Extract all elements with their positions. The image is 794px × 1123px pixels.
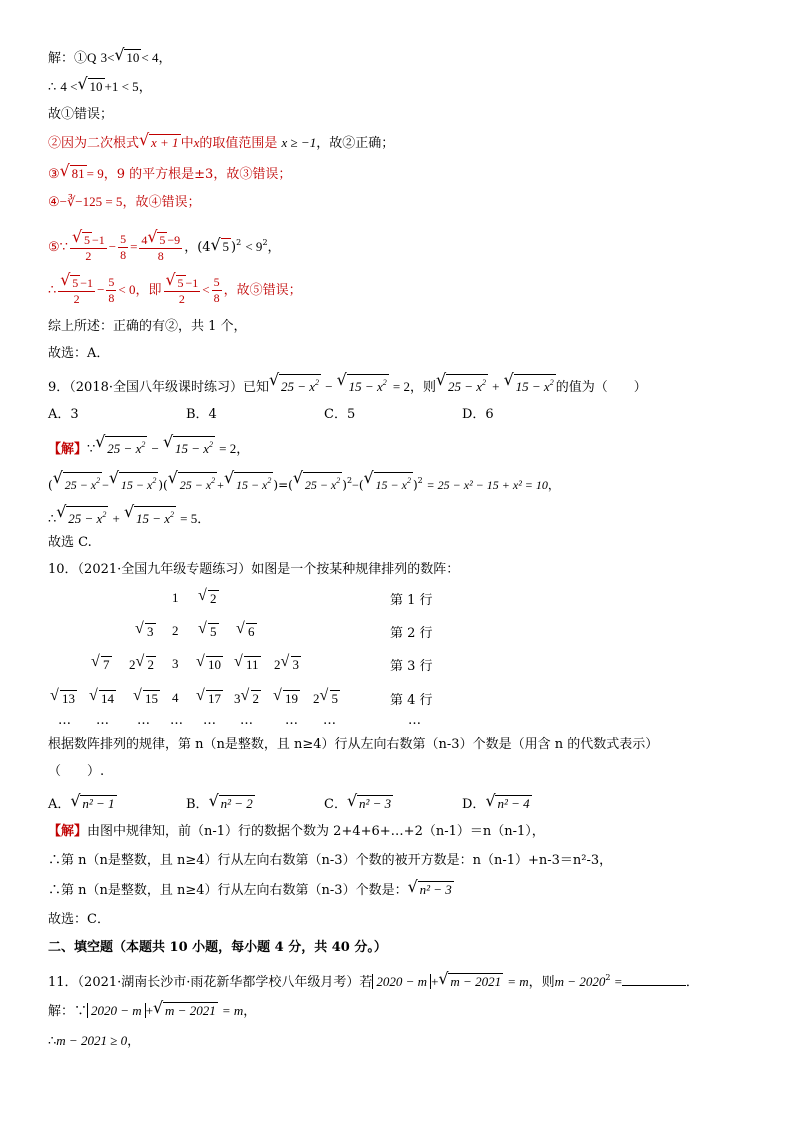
q9-option-a: A．3 <box>48 407 79 422</box>
q8-answer: 故选：A． <box>48 346 110 361</box>
array-r4-c2: √ 14 <box>89 690 116 707</box>
q10-answer: 故选：C． <box>48 912 110 927</box>
array-r4-c8: 2√ 5 <box>313 690 340 707</box>
row-label-4: 第 4 行 <box>390 693 433 708</box>
q9-answer: 故选 C. <box>48 535 92 550</box>
q10-option-c: C．√ n² − 3 <box>324 795 393 814</box>
q8-summary: 综上所述：正确的有②，共 1 个， <box>48 319 247 334</box>
array-r3-c2: 2√ 2 <box>129 656 156 673</box>
q10-option-b: B．√ n² − 2 <box>186 795 255 814</box>
q10-option-d: D．√ n² − 4 <box>462 795 532 814</box>
array-r4-c6: 3√ 2 <box>234 690 261 707</box>
q8-line7: ⑤∵ √ $\frac{5 -1}{2}$ − $\frac{5}{8}$ = $\frac{4√ 5 -9}{8}$ ，(4√ 5 )$^2 < 9^2$， <box>48 226 281 265</box>
q10-paren: （ ）. <box>48 764 105 779</box>
q9-solution-line3: ∴√ $25 - x^2$ + √ $15 - x^2 = 5$． <box>48 506 210 529</box>
array-r4-c7: √ 19 <box>273 690 300 707</box>
array-r4-c3: √ 15 <box>133 690 160 707</box>
array-r3-c3: 3 <box>172 656 179 671</box>
ellipsis: … <box>58 713 71 728</box>
q10-solution-line1: 【解】由图中规律知，前（n-1）行的数据个数为 2+4+6+…+2（n-1）＝n（n-1）， <box>48 824 545 839</box>
ellipsis: … <box>240 713 253 728</box>
array-r2-c1: √ 3 <box>135 623 156 640</box>
q9-stem: 9．（2018·全国八年级课时练习）已知√ $25 - x^2$ − √ $15 - x^2 = 2$，则√ $25 - x^2$ + √ $15 - x^2$ 的值为（ ） <box>48 374 647 397</box>
row-label-2: 第 2 行 <box>390 626 433 641</box>
q8-line5: ③√ 81 = 9，9 的平方根是±3，故③错误； <box>48 165 291 184</box>
ellipsis: … <box>170 713 183 728</box>
q8-line2: ∴ 4 <√ 10 +1 < 5， <box>48 78 152 97</box>
answer-blank[interactable] <box>622 973 686 986</box>
q8-line3: 故①错误； <box>48 107 114 122</box>
ellipsis: … <box>323 713 336 728</box>
ellipsis: … <box>203 713 216 728</box>
array-r4-c5: √ 17 <box>196 690 223 707</box>
array-r4-c1: √ 13 <box>50 690 77 707</box>
array-r3-c5: √ 11 <box>234 656 261 673</box>
array-r1-c1: 1 <box>172 590 179 605</box>
section-heading: 二、填空题（本题共 10 小题，每小题 4 分，共 40 分。） <box>48 940 387 955</box>
array-r3-c4: √ 10 <box>196 656 223 673</box>
array-r3-c6: 2√ 3 <box>274 656 301 673</box>
q8-line1: 解：①Q 3<√ 10 < 4， <box>48 49 172 68</box>
q8-line4: ②因为二次根式√ x + 1 中x的取值范围是 x ≥ −1，故②正确； <box>48 134 394 153</box>
row-label-3: 第 3 行 <box>390 659 433 674</box>
q9-solution-line1: 【解】∵√ $25 - x^2$ − √ $15 - x^2 = 2$， <box>48 436 249 459</box>
q11-solution-line2: ∴m − 2021 ≥ 0， <box>48 1033 141 1049</box>
ellipsis: … <box>285 713 298 728</box>
q10-rule: 根据数阵排列的规律，第 n（n是整数，且 n≥4）行从左向右数第（n-3）个数是（用含 n 的代数式表示） <box>48 737 659 752</box>
q8-line6: ④−∛−125 = 5，故④错误； <box>48 194 201 210</box>
ellipsis: … <box>137 713 150 728</box>
array-r2-c2: 2 <box>172 623 179 638</box>
q10-solution-line2: ∴第 n（n是整数，且 n≥4）行从左向右数第（n-3）个数的被开方数是：n（n-1）+n-3＝n²-3， <box>48 853 613 868</box>
array-r2-c4: √ 6 <box>236 623 257 640</box>
q11-solution-line1: 解：∵ 2020 − m +√ m − 2021 = m， <box>48 1002 256 1021</box>
q8-line8: ∴ √ $\frac{5 -1}{2}$ − $\frac{5}{8}$ < 0，即 √ $\frac{5 -1}{2}$ < $\frac{5}{8}$ ，故⑤错误； <box>48 273 302 308</box>
array-r1-c2: √ 2 <box>198 590 219 607</box>
array-r4-c4: 4 <box>172 690 179 705</box>
q9-option-d: D．6 <box>462 407 494 422</box>
q9-option-c: C．5 <box>324 407 356 422</box>
q10-solution-line3: ∴第 n（n是整数，且 n≥4）行从左向右数第（n-3）个数是：√ n² − 3 <box>48 881 454 900</box>
ellipsis: … <box>408 713 421 728</box>
q10-stem: 10．（2021·全国九年级专题练习）如图是一个按某种规律排列的数阵： <box>48 562 460 577</box>
ellipsis: … <box>96 713 109 728</box>
q9-option-b: B．4 <box>186 407 217 422</box>
q10-option-a: A．√ n² − 1 <box>48 795 117 814</box>
row-label-1: 第 1 行 <box>390 593 433 608</box>
array-r3-c1: √ 7 <box>91 656 112 673</box>
array-r2-c3: √ 5 <box>198 623 219 640</box>
q11-stem: 11．（2021·湖南长沙市·雨花新华都学校八年级月考）若 2020 − m +√ m − 2021 = m，则$m - 2020^2$ = ． <box>48 969 699 992</box>
q9-solution-line2: (√ $25 - x^2$ −√ $15 - x^2$ )(√ $25 - x^2$ +√ $15 - x^2$ )=(√ $25 - x^2$ )$^2$−(√ $15 - x^2$ )$^2$ = 25 − x² − 15 + x² = 10， <box>48 472 560 494</box>
